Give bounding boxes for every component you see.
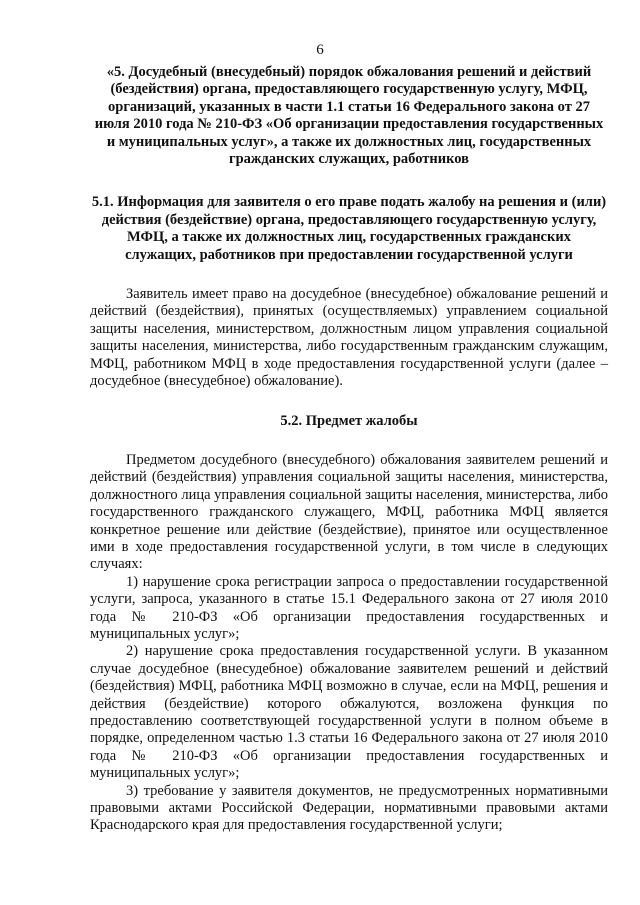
section-5-heading: «5. Досудебный (внесудебный) порядок обжалования решений и действий (бездействия) органа, предоставляющего государственную услугу, МФЦ, организаций, указанных в части 1.1 статьи 16 Федерального закона от 27 июля 2010 года № 210-ФЗ «Об организации предоставления государственных и муниципальных услуг», а также их должностных лиц, государственных гражданских служащих, работников [94,64,604,168]
list-item-3: 3) требование у заявителя документов, не предусмотренных нормативными правовыми актами Российской Федерации, нормативными правовыми актами Краснодарского края для предоставления государственной услуги; [90,782,608,834]
page-number: 6 [316,42,324,58]
section-5-1-paragraph: Заявитель имеет право на досудебное (внесудебное) обжалование решений и действий (бездействия), принятых (осуществляемых) управлением социальной защиты населения, министерством, должностным лицом управления социальной защиты населения, министерства, либо государственным гражданским служащим, МФЦ, работником МФЦ в ходе предоставления государственной услуги (далее – досудебное (внесудебное) обжалование). [90,286,608,390]
document-content [90,64,608,835]
list-item-2: 2) нарушение срока предоставления государственной услуги. В указанном случае досудебное (внесудебное) обжалование заявителем решений и действий (бездействия) МФЦ, работника МФЦ возможно в случае, если на МФЦ, решения и действия (бездействие) которого обжалуются, возложена функция по предоставлению соответствующей государственной услуги в полном объеме в порядке, определенном частью 1.3 статьи 16 Федерального закона от 27 июля 2010 года № 210-ФЗ «Об организации предоставления государственных и муниципальных услуг»; [90,643,608,782]
section-5-1-heading: 5.1. Информация для заявителя о его праве подать жалобу на решения и (или) действия (бездействие) органа, предоставляющего государственную услугу, МФЦ, а также их должностных лиц, государственных гражданских служащих, работников при предоставлении государственной услуги [91,194,607,263]
list-item-1: 1) нарушение срока регистрации запроса о предоставлении государственной услуги, запроса, указанного в статье 15.1 Федерального закона от 27 июля 2010 года № 210-ФЗ «Об организации предоставления государственных и муниципальных услуг»; [90,573,608,642]
section-5-2-heading: 5.2. Предмет жалобы [280,412,418,429]
section-5-2-paragraph: Предметом досудебного (внесудебного) обжалования заявителем решений и действий (бездействия) управления социальной защиты населения, министерства, должностного лица управления социальной защиты населения, министерства, либо государственного гражданского служащего, МФЦ, работника МФЦ является конкретное решение или действие (бездействие), принятое или осуществленное ими в ходе предоставления государственной услуги, в том числе в следующих случаях: [90,451,608,573]
